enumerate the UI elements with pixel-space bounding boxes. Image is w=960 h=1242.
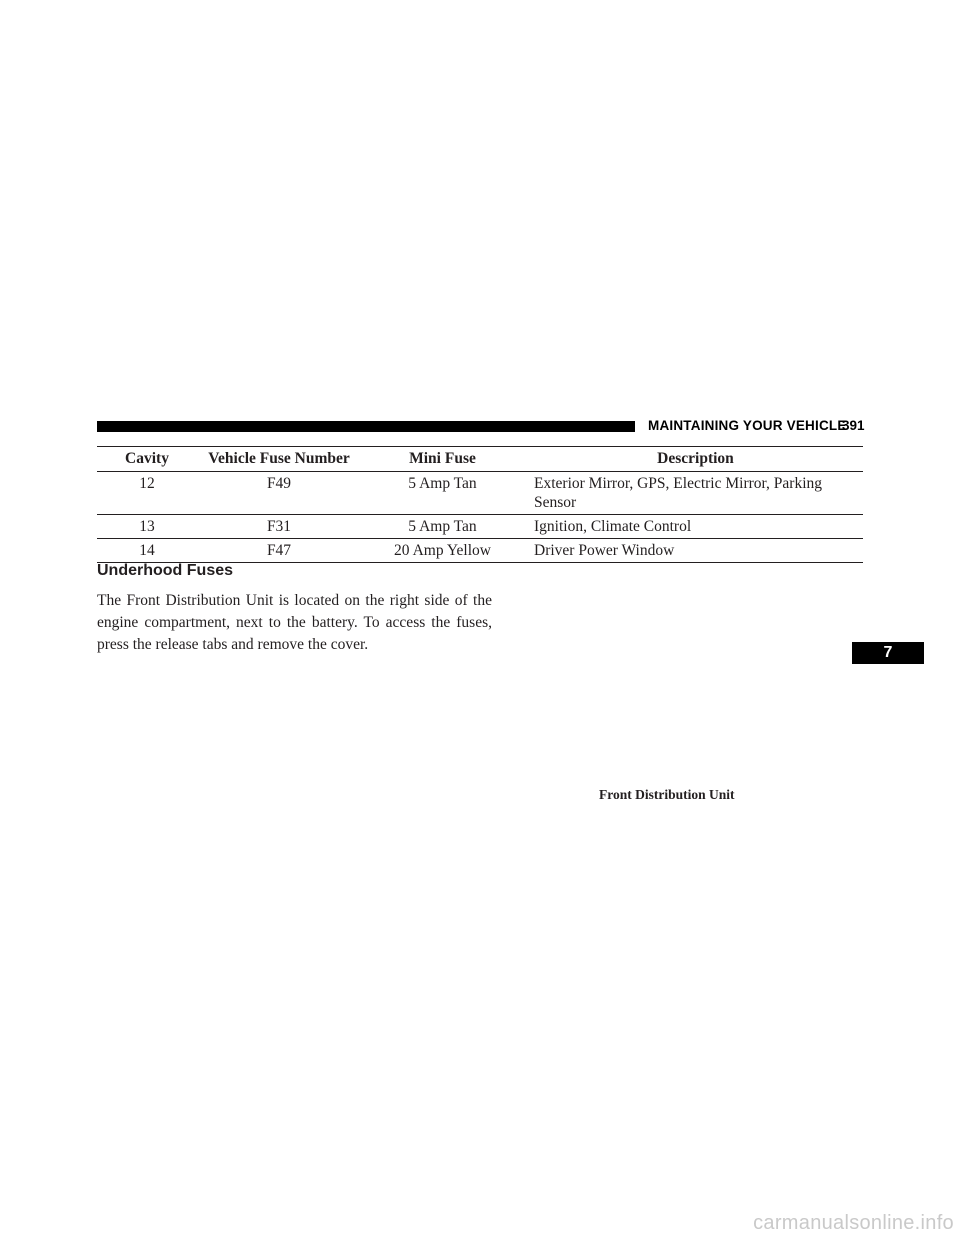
cell-vehicle-fuse-number: F47: [197, 539, 361, 563]
table-row: [97, 515, 863, 539]
cell-vehicle-fuse-number: F31: [197, 515, 361, 539]
column-header-mini-fuse: Mini Fuse: [361, 447, 524, 472]
section-heading: Underhood Fuses: [97, 562, 234, 579]
cell-vehicle-fuse-number: F49: [197, 472, 361, 515]
cell-cavity: 14: [97, 539, 197, 563]
cell-mini-fuse: 5 Amp Tan: [361, 472, 524, 515]
cell-description: Exterior Mirror, GPS, Electric Mirror, Parking Sensor: [524, 472, 863, 515]
cell-cavity: 13: [97, 515, 197, 539]
table-header-row: [97, 447, 863, 472]
fuse-table: [97, 446, 863, 563]
figure-caption: Front Distribution Unit: [599, 787, 735, 802]
cell-description: Ignition, Climate Control: [524, 515, 863, 539]
column-header-description: Description: [524, 447, 863, 472]
table-row: [97, 539, 863, 563]
table-row: [97, 472, 863, 515]
cell-mini-fuse: 5 Amp Tan: [361, 515, 524, 539]
body-paragraph: The Front Distribution Unit is located on the right side of the engine compartment, next to the battery. To access the fuses, press the release tabs and remove the cover.: [97, 592, 492, 653]
cell-description: Driver Power Window: [524, 539, 863, 563]
chapter-tab: 7: [852, 642, 924, 664]
cell-mini-fuse: 20 Amp Yellow: [361, 539, 524, 563]
page-number: 391: [842, 418, 865, 433]
cell-cavity: 12: [97, 472, 197, 515]
header-rule: [97, 421, 635, 432]
column-header-cavity: Cavity: [97, 447, 197, 472]
column-header-vehicle-fuse-number: Vehicle Fuse Number: [197, 447, 361, 472]
running-header-title: MAINTAINING YOUR VEHICLE: [648, 418, 847, 433]
watermark: carmanualsonline.info: [753, 1212, 954, 1234]
